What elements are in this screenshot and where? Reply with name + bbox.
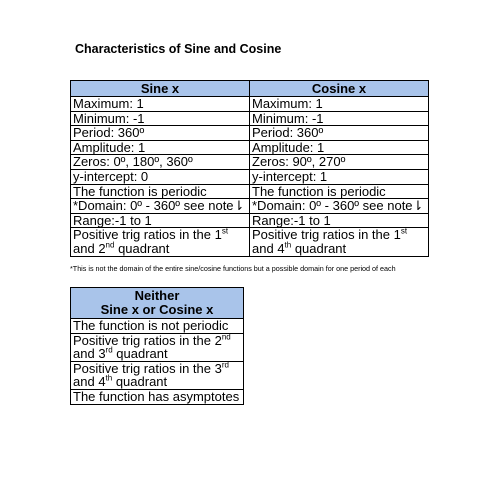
table-row	[71, 97, 429, 112]
sine-cell: Amplitude: 1	[71, 140, 250, 155]
page-title: Characteristics of Sine and Cosine	[75, 42, 282, 56]
header-sine: Sine x	[71, 81, 250, 97]
header-cosine: Cosine x	[250, 81, 429, 97]
table-row	[71, 213, 429, 228]
cosine-cell: *Domain: 0º - 360º see note⇂	[250, 199, 429, 214]
cosine-cell: The function is periodic	[250, 184, 429, 199]
cosine-cell: Maximum: 1	[250, 97, 429, 112]
cosine-cell: Period: 360º	[250, 126, 429, 141]
table-row	[71, 361, 244, 389]
table-row	[71, 199, 429, 214]
table-row	[71, 228, 429, 256]
cosine-cell: Minimum: -1	[250, 111, 429, 126]
sine-cell: *Domain: 0º - 360º see note⇂	[71, 199, 250, 214]
table-row	[71, 333, 244, 361]
cosine-quadrant-cell: Positive trig ratios in the 1st and 4th quadrant	[250, 228, 429, 256]
sine-quadrant-cell: Positive trig ratios in the 1st and 2nd quadrant	[71, 228, 250, 256]
neither-table	[70, 287, 244, 405]
sine-cell: Range:-1 to 1	[71, 213, 250, 228]
sine-cell: y-intercept: 0	[71, 169, 250, 184]
sine-cosine-table	[70, 80, 429, 257]
table-row	[71, 184, 429, 199]
table-header-row	[71, 288, 244, 319]
cosine-cell: Zeros: 90º, 270º	[250, 155, 429, 170]
neither-quadrant-cell: Positive trig ratios in the 3rd and 4th quadrant	[71, 361, 244, 389]
cosine-cell: y-intercept: 1	[250, 169, 429, 184]
neither-cell: The function is not periodic	[71, 319, 244, 334]
sine-cell: Period: 360º	[71, 126, 250, 141]
sine-cell: Zeros: 0º, 180º, 360º	[71, 155, 250, 170]
cosine-cell: Range:-1 to 1	[250, 213, 429, 228]
sine-cell: Maximum: 1	[71, 97, 250, 112]
neither-quadrant-cell: Positive trig ratios in the 2nd and 3rd quadrant	[71, 333, 244, 361]
cosine-cell: Amplitude: 1	[250, 140, 429, 155]
table-header-row	[71, 81, 429, 97]
table-row	[71, 319, 244, 334]
sine-cell: Minimum: -1	[71, 111, 250, 126]
domain-footnote: *This is not the domain of the entire sine/cosine functions but a possible domain for one period of each	[70, 264, 396, 273]
header-neither: Neither Sine x or Cosine x	[71, 288, 244, 319]
neither-cell: The function has asymptotes	[71, 389, 244, 404]
table-row	[71, 140, 429, 155]
table-row	[71, 155, 429, 170]
table-row	[71, 389, 244, 404]
table-row	[71, 111, 429, 126]
table-body	[71, 97, 429, 257]
sine-cell: The function is periodic	[71, 184, 250, 199]
table-row	[71, 126, 429, 141]
table-row	[71, 169, 429, 184]
